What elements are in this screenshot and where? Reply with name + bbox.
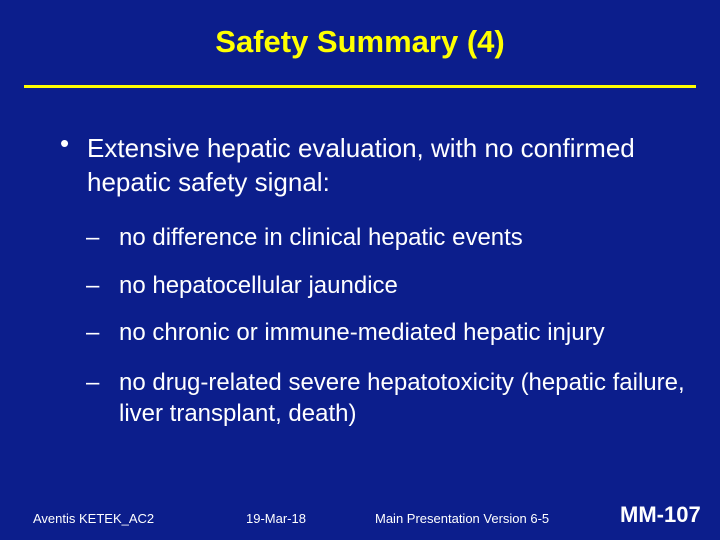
footer-date: 19-Mar-18 [246, 511, 306, 526]
sub-bullet-text: no hepatocellular jaundice [119, 272, 398, 299]
dash-icon: – [86, 224, 100, 251]
sub-bullet [86, 222, 686, 253]
title-divider [24, 85, 696, 88]
footer-version: Main Presentation Version 6-5 [375, 511, 550, 526]
footer-company: Aventis KETEK_AC2 [33, 511, 155, 526]
bullet-icon: • [60, 128, 70, 158]
dash-icon: – [86, 272, 100, 299]
sub-bullet [86, 367, 686, 429]
sub-bullet [86, 317, 686, 348]
sub-bullet-text: no chronic or immune-mediated hepatic injury [119, 319, 605, 346]
dash-icon: – [86, 319, 100, 346]
sub-bullet-text: no difference in clinical hepatic events [119, 224, 523, 251]
main-bullet-text: Extensive hepatic evaluation, with no confirmed hepatic safety signal: [87, 133, 635, 197]
sub-bullet [86, 270, 686, 301]
sub-bullet-text: no drug-related severe hepatotoxicity (hepatic failure, liver transplant, death) [119, 369, 685, 427]
slide-code: MM-107 [620, 502, 701, 527]
slide-title: Safety Summary (4) [215, 24, 505, 59]
dash-icon: – [86, 369, 100, 396]
